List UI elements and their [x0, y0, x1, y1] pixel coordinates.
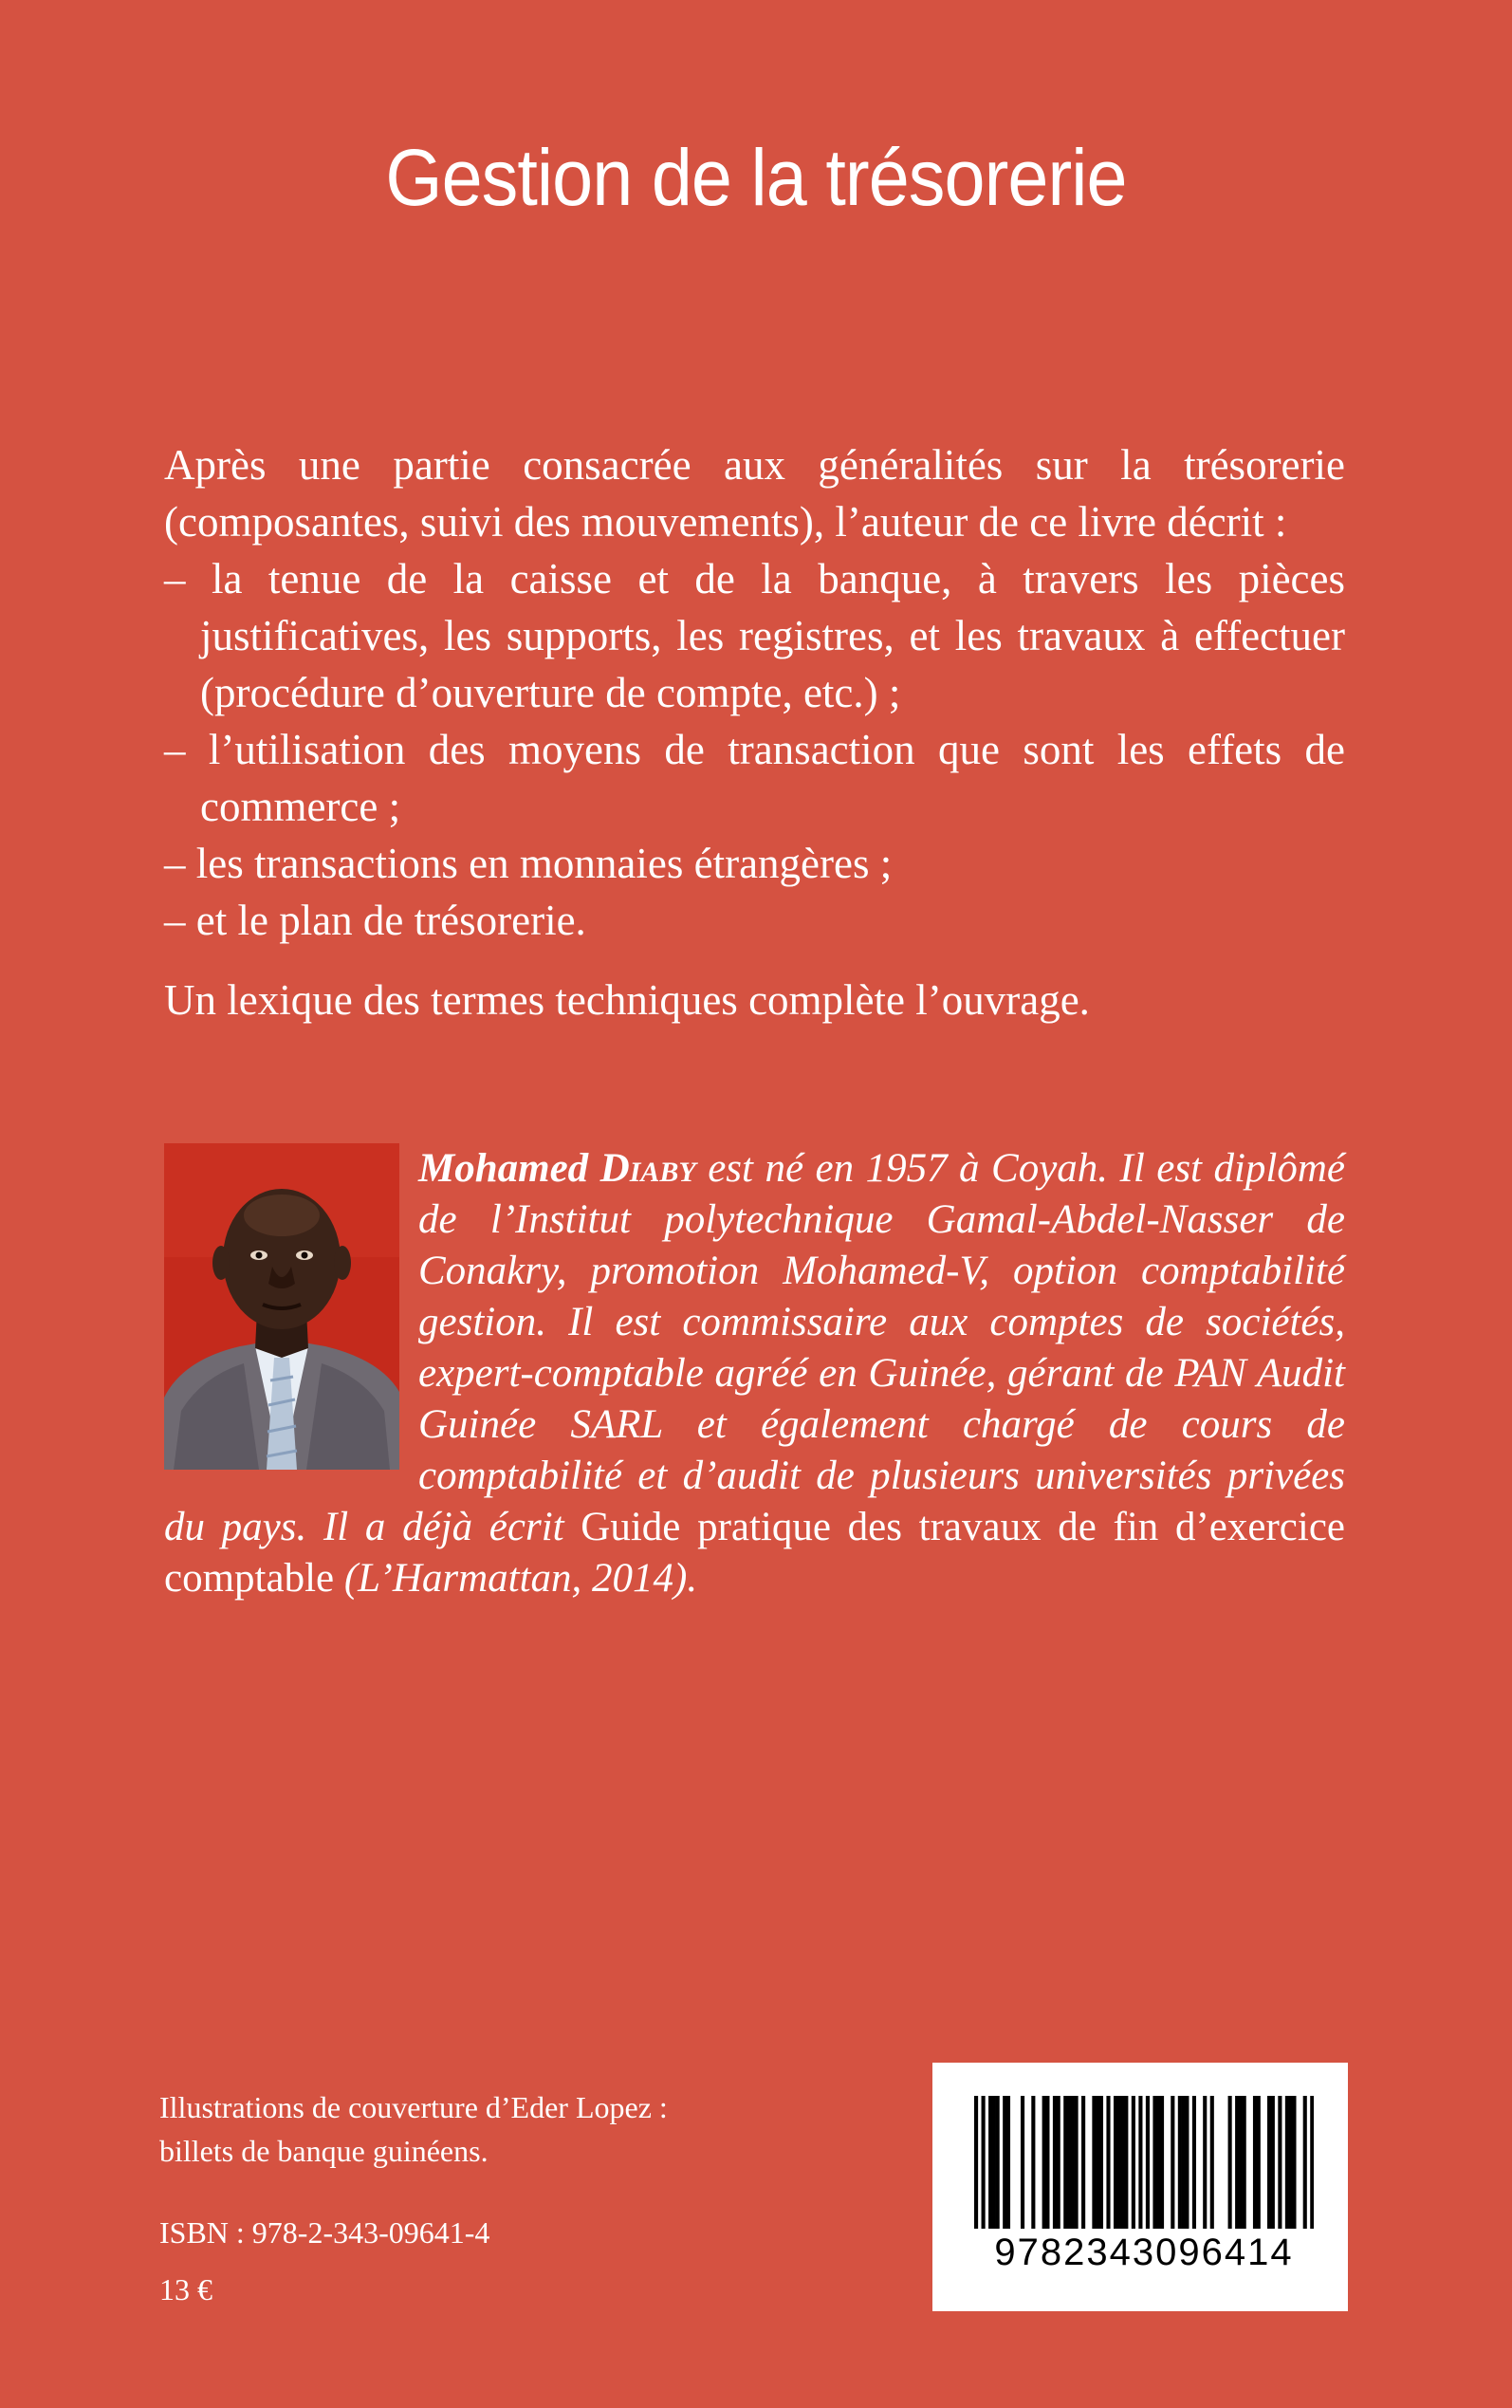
barcode-bar	[1092, 2096, 1096, 2229]
barcode-bar	[1117, 2096, 1121, 2229]
barcode-bar	[1267, 2096, 1271, 2229]
barcode-bar	[1152, 2096, 1156, 2229]
description-item: – la tenue de la caisse et de la banque, à travers les pièces justificatives, les supports, les registres, et les travaux à effectuer (procédure d’ouverture de compte, etc.) ;	[164, 550, 1345, 721]
author-bio-publisher: (L’Harmattan, 2014).	[334, 1556, 698, 1601]
barcode-bar	[1138, 2096, 1142, 2229]
barcode-bar	[1075, 2096, 1079, 2229]
author-first-name: Mohamed	[418, 1146, 589, 1191]
author-bio	[164, 1143, 1345, 1604]
description-list	[164, 550, 1345, 949]
previous-book-title: Guide pratique des travaux de fin d’exercice comptable	[164, 1505, 1346, 1601]
barcode-bar	[1132, 2096, 1135, 2229]
book-price: 13 €	[159, 2272, 212, 2306]
barcode-bar	[1031, 2096, 1035, 2229]
barcode-bar	[1021, 2096, 1024, 2229]
barcode-bar	[1257, 2096, 1261, 2229]
barcode-bar	[1156, 2096, 1160, 2229]
description-item: – l’utilisation des moyens de transaction que sont les effets de commerce ;	[164, 721, 1345, 835]
barcode-bar	[1192, 2096, 1196, 2229]
barcode-bar	[982, 2096, 986, 2229]
barcode-bar	[1053, 2096, 1057, 2229]
description-item: – et le plan de trésorerie.	[164, 892, 1345, 949]
barcode-bar	[988, 2096, 992, 2229]
barcode-bar	[1310, 2096, 1314, 2229]
barcode-bar	[992, 2096, 996, 2229]
barcode-bar	[1178, 2096, 1182, 2229]
barcode-bar	[1292, 2096, 1296, 2229]
barcode-bar	[1114, 2096, 1117, 2229]
barcode-bar	[1063, 2096, 1067, 2229]
barcode-digits: 9782343096414	[994, 2232, 1294, 2273]
barcode-bar	[1096, 2096, 1099, 2229]
barcode-bar	[1160, 2096, 1164, 2229]
description-intro: Après une partie consacrée aux généralités sur la trésorerie (composantes, suivi des mouvements), l’auteur de ce livre décrit :	[164, 441, 1345, 546]
barcode-bar	[1185, 2096, 1189, 2229]
barcode-bar	[1289, 2096, 1293, 2229]
barcode-bar	[1235, 2096, 1239, 2229]
barcode-bar	[1006, 2096, 1010, 2229]
book-description	[164, 436, 1345, 1028]
barcode-bar	[1057, 2096, 1060, 2229]
barcode-bar	[1228, 2096, 1232, 2229]
barcode-bar	[1278, 2096, 1282, 2229]
barcode-bar	[1081, 2096, 1085, 2229]
barcode-bar	[1203, 2096, 1207, 2229]
barcode-bar	[1042, 2096, 1046, 2229]
photo-wrap-spacer	[164, 1143, 418, 1479]
barcode-bar	[1121, 2096, 1125, 2229]
barcode-bar	[1099, 2096, 1103, 2229]
credits-line: Illustrations de couverture d’Eder Lopez :	[159, 2090, 668, 2124]
barcode-bar	[1182, 2096, 1186, 2229]
barcode-bar	[1171, 2096, 1174, 2229]
barcode-icon	[974, 2096, 1314, 2229]
barcode-bar	[1003, 2096, 1006, 2229]
barcode-bar	[1271, 2096, 1275, 2229]
barcode-bar	[1303, 2096, 1307, 2229]
barcode-bar	[1067, 2096, 1071, 2229]
barcode	[932, 2063, 1348, 2311]
barcode-bar	[1045, 2096, 1049, 2229]
barcode-bar	[1210, 2096, 1214, 2229]
barcode-bar	[1071, 2096, 1075, 2229]
barcode-bar	[1106, 2096, 1110, 2229]
barcode-bar	[1243, 2096, 1246, 2229]
author-surname: Diaby	[599, 1146, 696, 1191]
barcode-bar	[1253, 2096, 1257, 2229]
barcode-bar	[996, 2096, 1000, 2229]
book-title: Gestion de la trésorerie	[385, 133, 1127, 222]
cover-credits	[159, 2085, 823, 2173]
barcode-bar	[1124, 2096, 1128, 2229]
credits-line: billets de banque guinéens.	[159, 2134, 489, 2168]
barcode-bar	[974, 2096, 978, 2229]
description-item: – les transactions en monnaies étrangères ;	[164, 835, 1345, 892]
description-closing: Un lexique des termes techniques complète l’ouvrage.	[164, 976, 1090, 1024]
author-bio-text: est né en 1957 à Coyah. Il est diplômé de l’Institut polytechnique Gamal-Abdel-Nasser de Conakry, promotion Mohamed-V, option comptabilité gestion. Il est commissaire aux comptes de sociétés, expert-comptable agréé en Guinée, gérant de PAN Audit Guinée SARL et également chargé de cours de comptabilité et d’audit de plusieurs universités privées du pays. Il a déjà écrit	[164, 1146, 1346, 1549]
isbn-number: ISBN : 978-2-343-09641-4	[159, 2215, 490, 2250]
barcode-bar	[1239, 2096, 1243, 2229]
barcode-bar	[1285, 2096, 1289, 2229]
barcode-bar	[1146, 2096, 1150, 2229]
